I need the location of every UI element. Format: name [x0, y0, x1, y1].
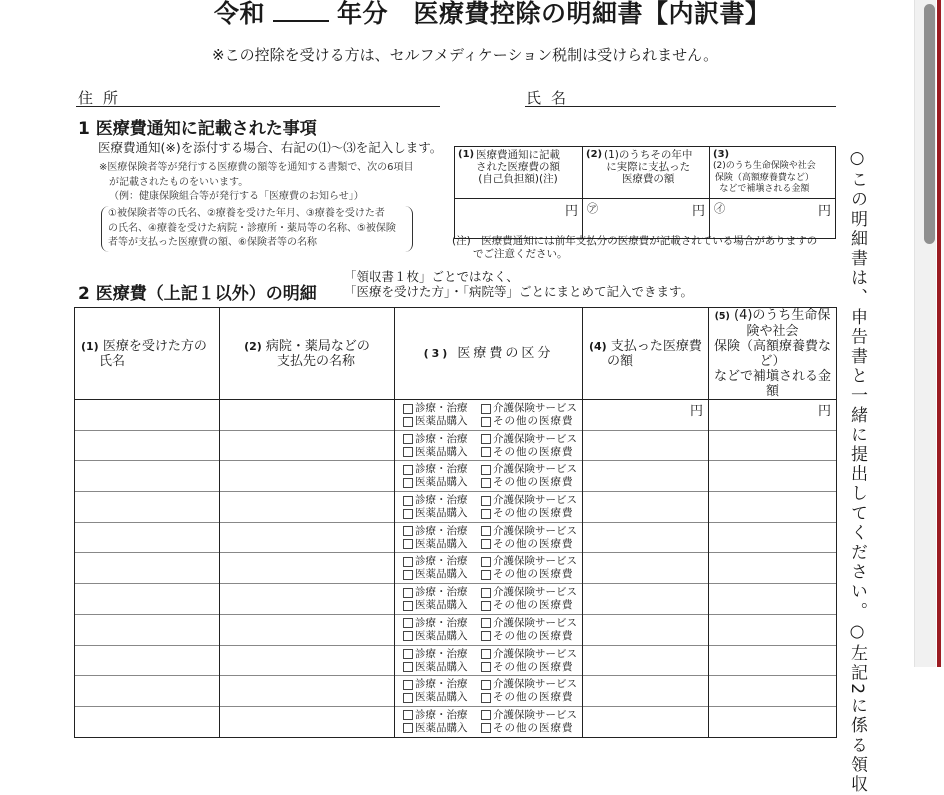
- yen-unit: 円: [691, 203, 705, 219]
- checkbox-treatment[interactable]: 診療・治療: [403, 402, 481, 415]
- table-row: [75, 614, 837, 645]
- amount-cell[interactable]: [583, 400, 709, 431]
- scrollbar-thumb[interactable]: [924, 4, 935, 244]
- checkbox-icon[interactable]: [481, 465, 491, 475]
- checkbox-care-service[interactable]: 介護保険サービス: [481, 586, 577, 599]
- category-cell: [395, 553, 583, 584]
- section1-heading: 1 医療費通知に記載された事項: [78, 119, 317, 139]
- name-label: 氏名: [526, 89, 577, 107]
- name-field[interactable]: [525, 106, 836, 107]
- notice-summary-table: [454, 146, 836, 239]
- checkbox-icon[interactable]: [403, 557, 413, 567]
- checkbox-icon[interactable]: [403, 539, 413, 549]
- checkbox-icon[interactable]: [403, 434, 413, 444]
- checkbox-icon[interactable]: [481, 680, 491, 690]
- checkbox-icon[interactable]: [481, 509, 491, 519]
- checkbox-icon[interactable]: [481, 649, 491, 659]
- column-header-reimbursed: (5) (4)のうち生命保険や社会 保険（高額療養費など） などで補塡される金額: [709, 308, 837, 400]
- checkbox-care-service[interactable]: 介護保険サービス: [481, 494, 577, 507]
- section1-note: [99, 161, 414, 205]
- note-line: が記載されたものをいいます。: [109, 176, 249, 188]
- amount-cell[interactable]: [583, 430, 709, 461]
- amount-cell[interactable]: [583, 645, 709, 676]
- category-cell: [395, 645, 583, 676]
- amount-cell[interactable]: [583, 584, 709, 615]
- checkbox-icon[interactable]: [403, 693, 413, 703]
- checkbox-treatment[interactable]: 診療・治療: [403, 525, 481, 538]
- checkbox-icon[interactable]: [481, 618, 491, 628]
- amount-cell[interactable]: [583, 522, 709, 553]
- reimbursed-cell[interactable]: [709, 614, 837, 645]
- checkbox-icon[interactable]: [403, 478, 413, 488]
- medical-expense-detail-table: [74, 307, 837, 738]
- year-blank-field[interactable]: [273, 2, 329, 22]
- title-text: 年分 医療費控除の明細書【内訳書】: [337, 0, 771, 28]
- checkbox-icon[interactable]: [403, 601, 413, 611]
- amount-cell[interactable]: [583, 676, 709, 707]
- payee-name-cell[interactable]: [220, 461, 395, 492]
- table-row: [75, 400, 837, 431]
- checkbox-icon[interactable]: [481, 526, 491, 536]
- checkbox-care-service[interactable]: 介護保険サービス: [481, 709, 577, 722]
- checkbox-other-expense[interactable]: その他の医療費: [481, 722, 574, 735]
- checkbox-icon[interactable]: [481, 693, 491, 703]
- checkbox-treatment[interactable]: 診療・治療: [403, 709, 481, 722]
- table-row: [75, 553, 837, 584]
- checkbox-other-expense[interactable]: その他の医療費: [481, 446, 574, 459]
- patient-name-cell[interactable]: [75, 492, 220, 523]
- checkbox-icon[interactable]: [403, 710, 413, 720]
- column-header-category: (3) 医療費の区分: [395, 308, 583, 400]
- column-header-amount: (4) 支払った医療費 の額: [583, 308, 709, 400]
- section1-footnote: (注) 医療費通知には前年支払分の医療費が記載されている場合がありますの でご注意ください。: [452, 235, 818, 260]
- reimbursed-cell[interactable]: [709, 584, 837, 615]
- checkbox-icon[interactable]: [403, 570, 413, 580]
- checkbox-medicine[interactable]: 医薬品購入: [403, 415, 481, 428]
- reimbursed-cell[interactable]: [709, 645, 837, 676]
- checkbox-icon[interactable]: [481, 539, 491, 549]
- category-cell: [395, 676, 583, 707]
- checkbox-icon[interactable]: [481, 434, 491, 444]
- checkbox-icon[interactable]: [403, 404, 413, 414]
- checkbox-treatment[interactable]: 診療・治療: [403, 433, 481, 446]
- yen-unit: 円: [689, 404, 703, 419]
- table-row: [75, 522, 837, 553]
- items-line: 者等が支払った医療費の額、⑥保険者等の名称: [108, 237, 317, 248]
- checkbox-other-expense[interactable]: その他の医療費: [481, 568, 574, 581]
- checkbox-care-service[interactable]: 介護保険サービス: [481, 463, 577, 476]
- yen-unit: 円: [817, 404, 831, 419]
- notice-amount-field[interactable]: [455, 198, 583, 238]
- payee-name-cell[interactable]: [220, 430, 395, 461]
- paid-amount-field[interactable]: [583, 198, 710, 238]
- reimbursed-cell[interactable]: [709, 461, 837, 492]
- payee-name-cell[interactable]: [220, 400, 395, 431]
- checkbox-icon[interactable]: [403, 631, 413, 641]
- checkbox-medicine[interactable]: 医薬品購入: [403, 446, 481, 459]
- checkbox-icon[interactable]: [403, 496, 413, 506]
- checkbox-care-service[interactable]: 介護保険サービス: [481, 648, 577, 661]
- checkbox-care-service[interactable]: 介護保険サービス: [481, 678, 577, 691]
- self-medication-notice: ※この控除を受ける方は、セルフメディケーション税制は受けられません。: [212, 46, 719, 64]
- checkbox-icon[interactable]: [403, 447, 413, 457]
- payee-name-cell[interactable]: [220, 706, 395, 737]
- checkbox-care-service[interactable]: 介護保険サービス: [481, 555, 577, 568]
- table-row: [75, 492, 837, 523]
- mark-i: ㋑: [714, 201, 725, 215]
- patient-name-cell[interactable]: [75, 430, 220, 461]
- reimbursed-cell[interactable]: [709, 706, 837, 737]
- category-cell: [395, 492, 583, 523]
- amount-cell[interactable]: [583, 614, 709, 645]
- checkbox-icon[interactable]: [403, 465, 413, 475]
- summary-header-1: (1) 医療費通知に記載 された医療費の額 (自己負担額)(注): [455, 147, 583, 199]
- amount-cell[interactable]: [583, 706, 709, 737]
- category-cell: [395, 706, 583, 737]
- reimbursed-cell[interactable]: [709, 553, 837, 584]
- category-cell: [395, 400, 583, 431]
- checkbox-treatment[interactable]: 診療・治療: [403, 494, 481, 507]
- checkbox-medicine[interactable]: 医薬品購入: [403, 691, 481, 704]
- amount-cell[interactable]: [583, 492, 709, 523]
- patient-name-cell[interactable]: [75, 522, 220, 553]
- patient-name-cell[interactable]: [75, 614, 220, 645]
- column-header-payee: (2) 病院・薬局などの 支払先の名称: [220, 308, 395, 400]
- checkbox-icon[interactable]: [403, 417, 413, 427]
- payee-name-cell[interactable]: [220, 522, 395, 553]
- checkbox-other-expense[interactable]: その他の医療費: [481, 630, 574, 643]
- checkbox-icon[interactable]: [481, 447, 491, 457]
- items-line: ①被保険者等の氏名、②療養を受けた年月、③療養を受けた者: [108, 208, 385, 219]
- reimbursed-cell[interactable]: [709, 522, 837, 553]
- checkbox-treatment[interactable]: 診療・治療: [403, 678, 481, 691]
- note-line: ※医療保険者等が発行する医療費の額等を通知する書類で、次の6項目: [99, 162, 414, 173]
- patient-name-cell[interactable]: [75, 584, 220, 615]
- checkbox-icon[interactable]: [403, 509, 413, 519]
- checkbox-icon[interactable]: [481, 404, 491, 414]
- category-cell: [395, 461, 583, 492]
- checkbox-other-expense[interactable]: その他の医療費: [481, 415, 574, 428]
- checkbox-icon[interactable]: [481, 496, 491, 506]
- checkbox-other-expense[interactable]: その他の医療費: [481, 538, 574, 551]
- mark-a: ㋐: [587, 201, 598, 215]
- payee-name-cell[interactable]: [220, 553, 395, 584]
- column-header-patient: (1) 医療を受けた方の 氏名: [75, 308, 220, 400]
- checkbox-treatment[interactable]: 診療・治療: [403, 463, 481, 476]
- payee-name-cell[interactable]: [220, 645, 395, 676]
- patient-name-cell[interactable]: [75, 400, 220, 431]
- yen-unit: 円: [817, 203, 831, 219]
- checkbox-medicine[interactable]: 医薬品購入: [403, 476, 481, 489]
- checkbox-other-expense[interactable]: その他の医療費: [481, 691, 574, 704]
- checkbox-icon[interactable]: [481, 662, 491, 672]
- checkbox-icon[interactable]: [481, 417, 491, 427]
- reimbursed-cell[interactable]: [709, 492, 837, 523]
- patient-name-cell[interactable]: [75, 461, 220, 492]
- checkbox-icon[interactable]: [403, 618, 413, 628]
- checkbox-icon[interactable]: [403, 723, 413, 733]
- checkbox-icon[interactable]: [481, 631, 491, 641]
- checkbox-icon[interactable]: [403, 680, 413, 690]
- section1-instruction: 医療費通知(※)を添付する場合、右記の⑴〜⑶を記入します。: [98, 140, 443, 155]
- section2-note: 「領収書１枚」ごとではなく、 「医療を受けた方」・「病院等」ごとにまとめて記入できます。: [344, 269, 694, 299]
- patient-name-cell[interactable]: [75, 676, 220, 707]
- payee-name-cell[interactable]: [220, 584, 395, 615]
- reimbursed-cell[interactable]: [709, 430, 837, 461]
- checkbox-treatment[interactable]: 診療・治療: [403, 648, 481, 661]
- items-line: の氏名、④療養を受けた病院・診療所・薬局等の名称、⑤被保険: [108, 222, 396, 234]
- checkbox-icon[interactable]: [481, 478, 491, 488]
- checkbox-other-expense[interactable]: その他の医療費: [481, 661, 574, 674]
- checkbox-care-service[interactable]: 介護保険サービス: [481, 402, 577, 415]
- yen-unit: 円: [564, 203, 578, 219]
- table-row: [75, 584, 837, 615]
- note-line: （例：健康保険組合等が発行する「医療費のお知らせ」）: [109, 191, 364, 202]
- summary-header-2: (2) (1)のうちその年中 に実際に支払った 医療費の額: [583, 147, 710, 199]
- table-row: [75, 430, 837, 461]
- checkbox-medicine[interactable]: 医薬品購入: [403, 568, 481, 581]
- checkbox-other-expense[interactable]: その他の医療費: [481, 507, 574, 520]
- checkbox-treatment[interactable]: 診療・治療: [403, 555, 481, 568]
- category-cell: [395, 430, 583, 461]
- category-cell: [395, 614, 583, 645]
- payee-name-cell[interactable]: [220, 676, 395, 707]
- checkbox-treatment[interactable]: 診療・治療: [403, 617, 481, 630]
- category-cell: [395, 584, 583, 615]
- patient-name-cell[interactable]: [75, 706, 220, 737]
- section2-heading: 2 医療費（上記１以外）の明細: [78, 284, 317, 304]
- title-era: 令和: [214, 0, 266, 28]
- amount-cell[interactable]: [583, 553, 709, 584]
- checkbox-other-expense[interactable]: その他の医療費: [481, 599, 574, 612]
- category-cell: [395, 522, 583, 553]
- patient-name-cell[interactable]: [75, 553, 220, 584]
- checkbox-icon[interactable]: [481, 710, 491, 720]
- checkbox-icon[interactable]: [403, 588, 413, 598]
- checkbox-icon[interactable]: [481, 570, 491, 580]
- checkbox-icon[interactable]: [481, 557, 491, 567]
- patient-name-cell[interactable]: [75, 645, 220, 676]
- checkbox-medicine[interactable]: 医薬品購入: [403, 538, 481, 551]
- amount-cell[interactable]: [583, 461, 709, 492]
- reimbursed-cell[interactable]: [709, 400, 837, 431]
- table-row: [75, 706, 837, 737]
- payee-name-cell[interactable]: [220, 614, 395, 645]
- checkbox-care-service[interactable]: 介護保険サービス: [481, 433, 577, 446]
- checkbox-medicine[interactable]: 医薬品購入: [403, 722, 481, 735]
- checkbox-medicine[interactable]: 医薬品購入: [403, 661, 481, 674]
- reimbursed-amount-field[interactable]: [710, 198, 836, 238]
- checkbox-care-service[interactable]: 介護保険サービス: [481, 525, 577, 538]
- payee-name-cell[interactable]: [220, 492, 395, 523]
- checkbox-other-expense[interactable]: その他の医療費: [481, 476, 574, 489]
- checkbox-care-service[interactable]: 介護保険サービス: [481, 617, 577, 630]
- page-title: [214, 0, 771, 30]
- checkbox-icon[interactable]: [403, 662, 413, 672]
- checkbox-icon[interactable]: [481, 723, 491, 733]
- checkbox-icon[interactable]: [481, 588, 491, 598]
- checkbox-icon[interactable]: [403, 526, 413, 536]
- checkbox-medicine[interactable]: 医薬品購入: [403, 599, 481, 612]
- address-field[interactable]: [76, 106, 440, 107]
- checkbox-icon[interactable]: [481, 601, 491, 611]
- checkbox-medicine[interactable]: 医薬品購入: [403, 507, 481, 520]
- table-row: [75, 461, 837, 492]
- checkbox-treatment[interactable]: 診療・治療: [403, 586, 481, 599]
- reimbursed-cell[interactable]: [709, 676, 837, 707]
- notice-items-bracket: [101, 206, 413, 252]
- address-label: 住所: [78, 89, 129, 107]
- table-row: [75, 676, 837, 707]
- checkbox-medicine[interactable]: 医薬品購入: [403, 630, 481, 643]
- table-row: [75, 645, 837, 676]
- side-instruction-note: ○この明細書は、申告書と一緒に提出してください。○左記2に係る領収: [847, 148, 867, 795]
- summary-header-3: (3) (2)のうち生命保険や社会 保険（高額療養費など） などで補塡される金額: [710, 147, 836, 199]
- checkbox-icon[interactable]: [403, 649, 413, 659]
